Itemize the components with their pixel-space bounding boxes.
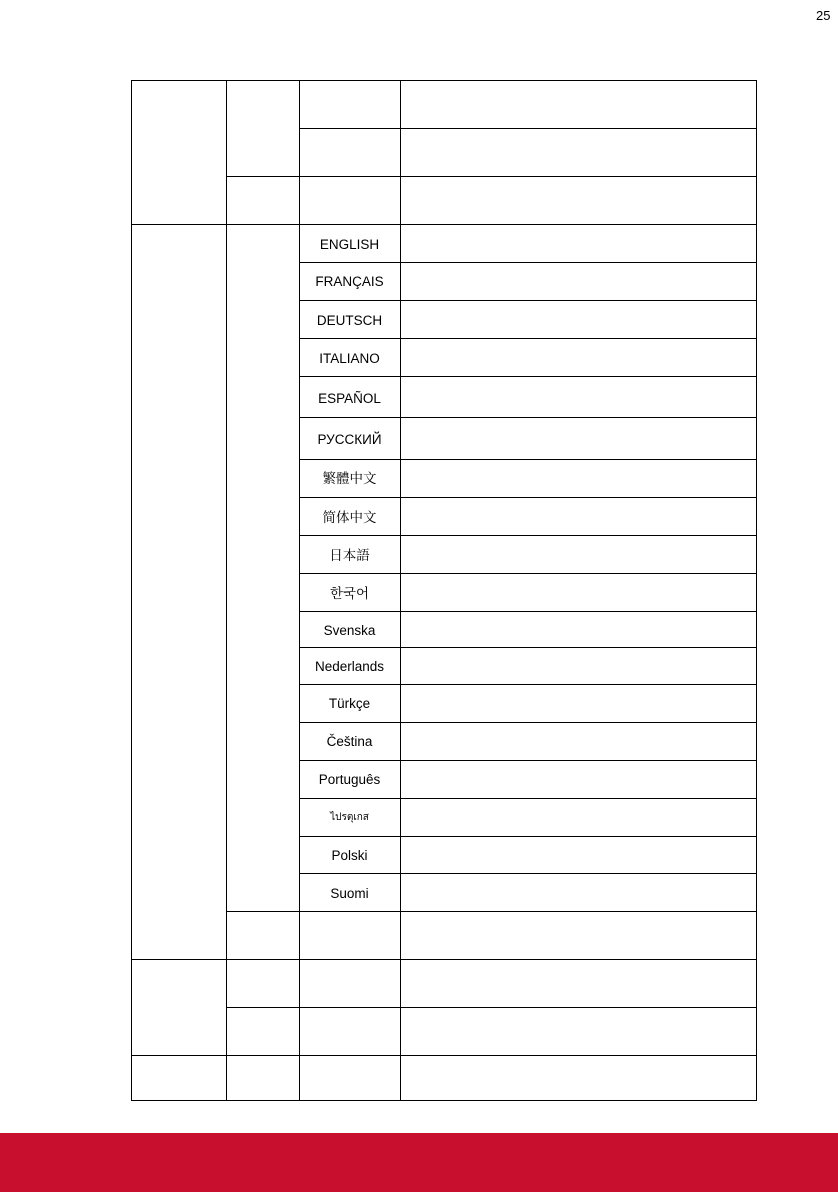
row-divider [299, 300, 756, 301]
language-option-dutch: Nederlands [314, 659, 385, 674]
row-divider [132, 224, 756, 225]
footer-text [22, 1147, 462, 1157]
column-divider [226, 81, 227, 1100]
language-option-spanish: ESPAÑOL [318, 391, 381, 406]
row-divider [299, 417, 756, 418]
language-option-traditional-chinese: 繁體中文 [322, 471, 377, 486]
row-divider [226, 1007, 756, 1008]
settings-table [131, 80, 757, 1101]
row-divider [132, 1055, 756, 1056]
language-option-swedish: Svenska [323, 623, 376, 638]
page-number: 25 [816, 8, 831, 23]
column-divider [400, 81, 401, 1100]
row-divider [299, 128, 756, 129]
language-option-thai: ไปรตุเกส [330, 812, 369, 823]
language-option-french: FRANÇAIS [315, 274, 384, 289]
language-option-japanese: 日本語 [329, 548, 370, 563]
row-divider [132, 959, 756, 960]
row-divider [226, 176, 756, 177]
language-option-korean: 한국어 [329, 586, 370, 601]
language-option-english: ENGLISH [319, 237, 380, 252]
language-option-german: DEUTSCH [316, 313, 383, 328]
language-option-finnish: Suomi [330, 886, 369, 901]
language-option-turkish: Türkçe [328, 696, 371, 711]
footer-bar [0, 1133, 838, 1192]
language-option-simplified-chinese: 简体中文 [322, 510, 377, 525]
language-option-italian: ITALIANO [319, 351, 380, 366]
row-divider [299, 497, 756, 498]
language-option-portuguese: Português [318, 772, 381, 787]
language-option-polish: Polski [331, 848, 368, 863]
language-option-czech: Čeština [326, 734, 373, 749]
language-option-russian: РУССКИЙ [317, 432, 382, 447]
